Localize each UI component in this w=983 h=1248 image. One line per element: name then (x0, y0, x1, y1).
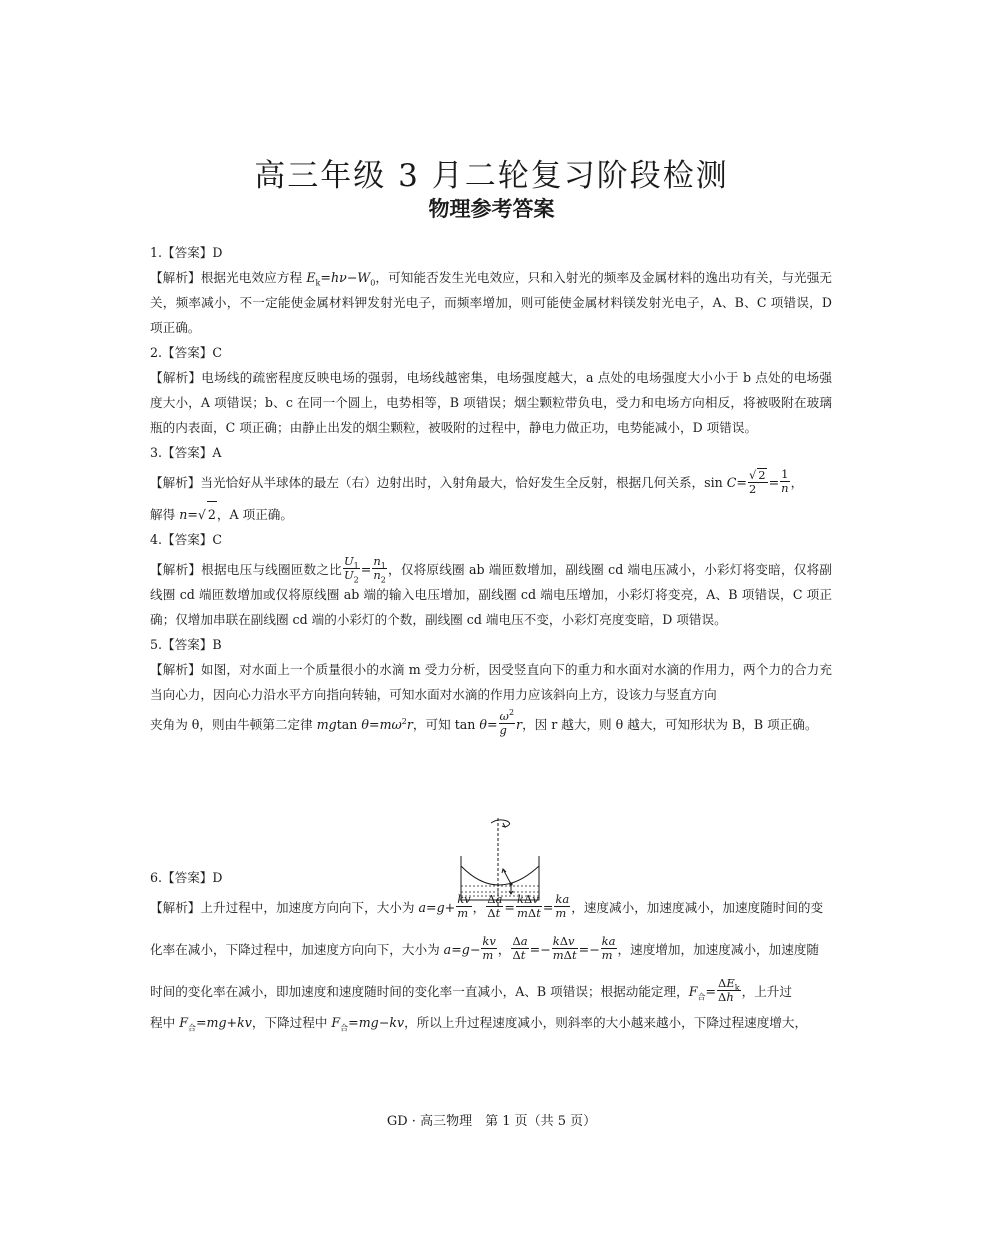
q2-analysis: 【解析】电场线的疏密程度反映电场的强弱，电场线越密集，电场强度越大，a 点处的电场强度大小小于 b 点处的电场强度大小，A 项错误；b、c 在同一个圆上，电势相等，B 项错误；烟尘颗粒带负电，受力和电场方向相反，将被吸附在玻璃瓶的内表面，C 项正确；由静止出发的烟尘颗粒，被吸附的过程中，静电力做正功，电势能减小，D 项错误。 (150, 370, 832, 435)
rotating-container-figure (455, 814, 545, 909)
q6-analysis-line3: 时间的变化率在减小，即加速度和速度随时间的变化率一直减小，A、B 项错误；根据动能定理，$F_合=$ $\frac{\Delta E_k}{\Delta h}$ ，上升过 (150, 976, 792, 1004)
water-surface (461, 866, 539, 885)
q4-fraction-n: $\frac{n_1}{n_2}$ (373, 554, 386, 585)
q2-answer: 2.【答案】C (150, 345, 223, 360)
force-arrow (503, 869, 511, 884)
q4-fraction-u: $\frac{U_1}{U_2}$ (343, 554, 359, 585)
page-footer: GD · 高三物理 第 1 页（共 5 页） (386, 1114, 597, 1129)
q6-answer: 6.【答案】D (150, 870, 223, 885)
water-droplet (509, 882, 512, 885)
container-outline (461, 856, 539, 900)
q3-analysis: 【解析】当光恰好从半球体的最左（右）边射出时，入射角最大，恰好发生全反射，根据几何关系，sin C= $\frac{√ 2}{2}$ = $\frac{1}{n}$ ， (150, 467, 804, 496)
page-title: 高三年级 3 月二轮复习阶段检测 (254, 158, 729, 194)
q6-analysis-line2: 化率在减小，下降过程中，加速度方向向下，大小为 a=g− $\frac{kv}{m}$ ， $\frac{\Delta a}{\Delta t}$ =− $\frac{\text{kΔv}}{\text{mΔt}}$ =− $\frac{ka}{m}$ ，速度增加，加速度减小，加速度随 (150, 934, 819, 962)
q5-fraction-omega: $\frac{\omega^2}{g}$ (499, 708, 515, 737)
answer-content (150, 240, 832, 1035)
q1-analysis: 【解析】根据光电效应方程 $E_k=h\nu-W_0$，可知能否发生光电效应，只和入射光的频率及金属材料的逸出功有关，与光强无关，频率减小，不一定能使金属材料钾发射光电子，而频率增加，则可能使金属材料镁发射光电子，A、B、C 项错误，D 项正确。 (150, 270, 833, 335)
q5-answer: 5.【答案】B (150, 637, 222, 652)
page-subtitle: 物理参考答案 (428, 197, 555, 221)
q6-analysis-line4: 程中 $F_合=mg+kv$，下降过程中 $F_合=mg-kv$，所以上升过程速度减小，则斜率的大小越来越小，下降过程速度增大， (150, 1015, 808, 1033)
q1-answer: 1.【答案】D (150, 245, 223, 260)
q3-fraction-sqrt: $\frac{√ 2}{2}$ (748, 467, 766, 496)
q5-analysis: 【解析】如图，对水面上一个质量很小的水滴 m 受力分析，因受竖直向下的重力和水面对水滴的作用力，两个力的合力充当向心力，因向心力沿水平方向指向转轴，可知水面对水滴的作用力应该斜向上方，设该力与竖直方向 (150, 662, 832, 702)
q6-analysis-line1: 【解析】上升过程中，加速度方向向下，大小为 a=g+ $\frac{kv}{m}$ ， $\frac{\Delta a}{\Delta t}$ = $\frac{\text{kΔv}}{\text{mΔt}}$ = $\frac{ka}{m}$ ，速度减小，加速度减小，加速度随时间的变 (150, 892, 824, 920)
q4-analysis: 【解析】根据电压与线圈匝数之比 $\frac{U_1}{U_2}$ = $\frac{n_1}{n_2}$ ，仅将原线圈 ab 端匝数增加，副线圈 cd 端电压减小，小彩灯将变暗，仅将副线圈 cd 端匝数增加或仅将原线圈 ab 端的输入电压增加，副线圈 cd 端电压增加，小彩灯将变亮，A、B 项错误，C 项正确；仅增加串联在副线圈 cd 端的小彩灯的个数，副线圈 cd 端电压不变，小彩灯亮度变暗，D 项错误。 (150, 554, 833, 627)
q3-fraction-n: $\frac{1}{n}$ (781, 467, 789, 495)
q4-answer: 4.【答案】C (150, 532, 223, 547)
rotation-arrow (491, 820, 510, 827)
q3-analysis-result: 解得 n=√ 2，A 项正确。 (150, 501, 832, 527)
rotation-arrowhead (502, 823, 505, 827)
q5-analysis-formula: 夹角为 θ，则由牛顿第二定律 mgtan $\theta=m\omega^2r$，可知 tan θ= $\frac{\omega^2}{g}$ r，因 r 越大，则 θ 越大，可知形状为 B，B 项正确。 (150, 708, 818, 737)
q3-answer: 3.【答案】A (150, 445, 222, 460)
